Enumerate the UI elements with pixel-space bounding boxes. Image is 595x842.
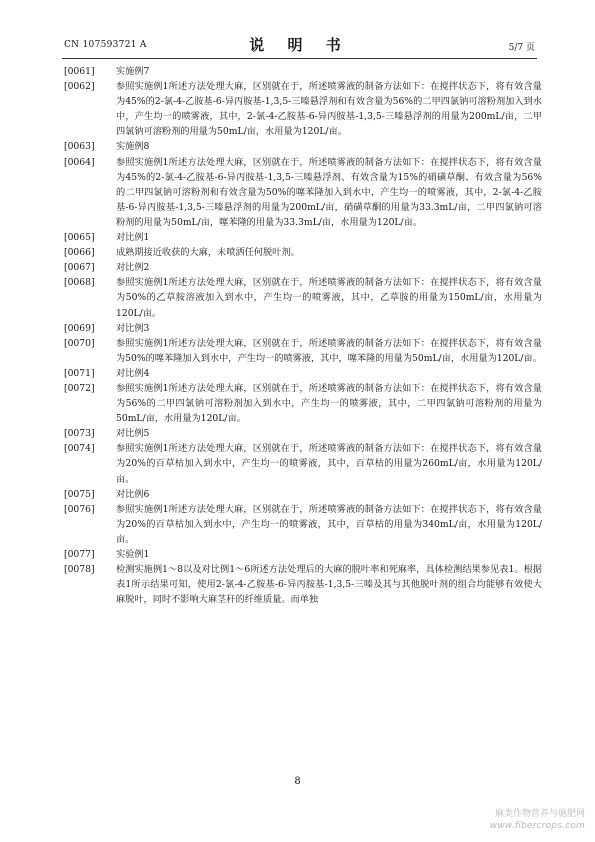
- section-heading-paragraph: [64, 426, 542, 441]
- section-heading-paragraph: [64, 487, 542, 502]
- paragraph-number: [0070]: [64, 337, 95, 349]
- paragraph-number: [0065]: [64, 232, 95, 244]
- paragraph-number: [0071]: [64, 367, 95, 379]
- body-paragraph: [64, 155, 542, 230]
- paragraph-number: [0074]: [64, 443, 95, 455]
- section-heading-paragraph: [64, 260, 542, 275]
- body-paragraph: [64, 275, 542, 320]
- section-heading-text: 对比例5: [116, 428, 150, 440]
- section-heading-paragraph: [64, 230, 542, 245]
- site-watermark: [445, 808, 585, 832]
- paragraph-text: 参照实施例1所述方法处理大麻，区别就在于，所述喷雾液的制备方法如下：在搅拌状态下，将有效含量为50%的乙草胺溶液加入到水中，产生均一的喷雾液，其中，乙草胺的用量为150mL/亩，水用量为120L/亩。: [116, 277, 542, 319]
- body-paragraph: [64, 381, 542, 426]
- page-header: [64, 34, 535, 56]
- paragraph-number: [0075]: [64, 488, 95, 500]
- paragraph-number: [0063]: [64, 141, 95, 153]
- paragraph-text: 参照实施例1所述方法处理大麻，区别就在于，所述喷雾液的制备方法如下：在搅拌状态下，将有效含量为56%的二甲四氯钠可溶粉剂加入到水中，产生均一的喷雾液，其中，二甲四氯钠可溶粉剂的用量为50mL/亩，水用量为120L/亩。: [116, 382, 542, 425]
- header-rule: [62, 58, 537, 59]
- section-heading-text: 对比例1: [116, 232, 150, 244]
- paragraph-number: [0077]: [64, 549, 95, 560]
- section-heading-text: 对比例3: [116, 322, 150, 334]
- section-heading-paragraph: [64, 64, 542, 79]
- paragraph-text: 参照实施例1所述方法处理大麻，区别就在于，所述喷雾液的制备方法如下：在搅拌状态下，将有效含量为20%的百草枯加入到水中，产生均一的喷雾液，其中，百草枯的用量为260mL/亩，水用量为120L/亩。: [116, 443, 542, 485]
- document-title: 说 明 书: [249, 36, 350, 54]
- paragraph-text: 参照实施例1所述方法处理大麻，区别就在于，所述喷雾液的制备方法如下：在搅拌状态下，将有效含量为45%的2-氯-4-乙胺基-6-异丙胺基-1,3,5-三嗪悬浮剂、有效含量为15%的硝磺草酮、有效含量为56%的二甲四氯钠可溶粉剂和有效含量为50%的噻苯隆加入到水中，产生均一的喷雾液，其中，2-氯-4-乙胺基-6-异丙胺基-1,3,5-三嗪悬浮剂的用量为200mL/亩，硝磺草酮的用量为33.3mL/亩，二甲四氯钠可溶粉剂的用量为50mL/亩，噻苯隆的用量为33.3mL/亩，水用量为120L/亩。: [116, 156, 542, 228]
- publication-number: CN 107593721 A: [64, 40, 147, 50]
- paragraph-number: [0072]: [64, 382, 95, 394]
- section-heading-paragraph: [64, 366, 542, 381]
- page-number: 8: [294, 776, 301, 787]
- body-paragraph: [64, 562, 542, 607]
- paragraph-number: [0061]: [64, 66, 95, 77]
- section-heading-text: 实施例8: [116, 141, 150, 153]
- document-body: [64, 64, 542, 607]
- watermark-url: www.fibercrops.com: [489, 821, 585, 831]
- paragraph-number: [0067]: [64, 262, 95, 274]
- paragraph-text: 参照实施例1所述方法处理大麻，区别就在于，所述喷雾液的制备方法如下：在搅拌状态下，将有效含量为20%的百草枯加入到水中，产生均一的喷雾液，其中，百草枯的用量为340mL/亩，水用量为120L/亩。: [116, 503, 542, 545]
- body-paragraph: [64, 441, 542, 486]
- paragraph-number: [0078]: [64, 564, 95, 576]
- paragraph-number: [0069]: [64, 322, 95, 334]
- section-heading-paragraph: [64, 139, 542, 154]
- body-paragraph: [64, 245, 542, 260]
- paragraph-text: 参照实施例1所述方法处理大麻，区别就在于，所述喷雾液的制备方法如下：在搅拌状态下，将有效含量为45%的2-氯-4-乙胺基-6-异丙胺基-1,3,5-三嗪悬浮剂和有效含量为56%的二甲四氯钠可溶粉剂加入到水中，产生均一的喷雾液，其中，2-氯-4-乙胺基-6-异丙胺基-1,3,5-三嗪悬浮剂的用量为200mL/亩，二甲四氯钠可溶粉剂的用量为50mL/亩，水用量为120L/亩。: [116, 81, 542, 138]
- section-heading-text: 对比例4: [116, 367, 150, 379]
- section-heading-text: 实施例7: [116, 66, 150, 77]
- section-heading-paragraph: [64, 321, 542, 336]
- body-paragraph: [64, 502, 542, 547]
- paragraph-text: 成熟期接近收获的大麻，未喷洒任何脱叶剂。: [116, 247, 300, 259]
- paragraph-text: 参照实施例1所述方法处理大麻，区别就在于，所述喷雾液的制备方法如下：在搅拌状态下，将有效含量为50%的噻苯隆加入到水中，产生均一的喷雾液，其中，噻苯隆的用量为50mL/亩，水用量为120L/亩。: [116, 337, 542, 364]
- paragraph-number: [0076]: [64, 503, 95, 515]
- section-heading-paragraph: [64, 547, 542, 562]
- body-paragraph: [64, 336, 542, 366]
- paragraph-number: [0066]: [64, 247, 95, 259]
- section-heading-text: 对比例6: [116, 488, 150, 500]
- body-paragraph: [64, 79, 542, 139]
- page-reference: 5/7 页: [508, 43, 535, 53]
- section-heading-text: 实验例1: [116, 549, 150, 560]
- paragraph-number: [0062]: [64, 81, 95, 93]
- paragraph-number: [0068]: [64, 277, 95, 289]
- watermark-name: 麻类作物营养与施肥网: [494, 809, 585, 819]
- paragraph-number: [0073]: [64, 428, 95, 440]
- section-heading-text: 对比例2: [116, 262, 150, 274]
- paragraph-text: 检测实施例1～8以及对比例1～6所述方法处理后的大麻的脱叶率和死麻率，具体检测结果参见表1。根据表1所示结果可知，使用2-氯-4-乙胺基-6-异丙胺基-1,3,5-三嗪及其与其他脱叶剂的组合均能够有效使大麻脱叶，同时不影响大麻茎秆的纤维质量。而单独: [116, 564, 542, 606]
- paragraph-number: [0064]: [64, 156, 95, 168]
